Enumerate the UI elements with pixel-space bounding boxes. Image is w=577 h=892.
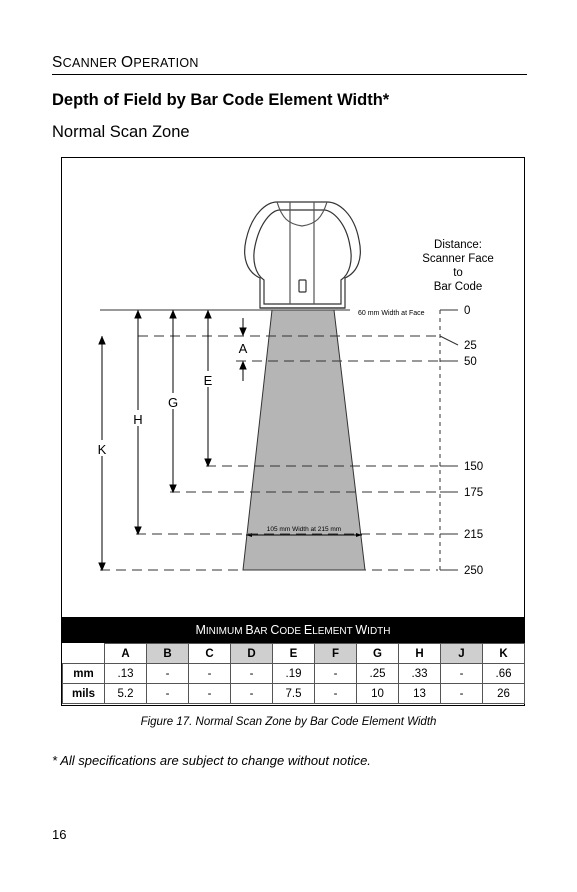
table-cell: - [231,664,273,684]
column-header: D [231,644,273,664]
scan-zone-diagram [62,158,524,616]
column-header: G [357,644,399,664]
distance-tick: 215 [464,529,484,541]
row-label: mils [63,684,105,704]
table-cell: 7.5 [273,684,315,704]
page-number: 16 [52,827,67,842]
column-header: H [399,644,441,664]
table-cell: - [147,684,189,704]
column-header: E [273,644,315,664]
column-header: C [189,644,231,664]
column-header: B [147,644,189,664]
distance-label-line: to [453,267,463,279]
figure-17 [61,157,525,706]
table-cell: .19 [273,664,315,684]
table-cell: - [189,664,231,684]
section-title: SCANNER OPERATION [52,54,527,75]
table-cell: - [231,684,273,704]
range-label-h: H [133,412,143,427]
column-header: A [105,644,147,664]
column-header: K [483,644,525,664]
element-width-table [62,643,525,704]
column-header: J [441,644,483,664]
distance-label-line: Scanner Face [422,253,494,265]
table-cell: .13 [105,664,147,684]
table-row [63,664,525,684]
distance-label-line: Distance: [434,239,482,251]
distance-tick: 250 [464,565,484,577]
table-cell: - [441,664,483,684]
column-header: F [315,644,357,664]
table-cell: 5.2 [105,684,147,704]
footnote: * All specifications are subject to change without notice. [52,753,371,768]
table-cell: 13 [399,684,441,704]
table-cell: 26 [483,684,525,704]
range-label-a: A [238,341,248,356]
distance-tick: 50 [464,356,477,368]
table-cell: .66 [483,664,525,684]
table-cell: 10 [357,684,399,704]
table-corner [63,644,105,664]
distance-tick: 175 [464,487,484,499]
distance-tick: 150 [464,461,484,473]
figure-caption: Figure 17. Normal Scan Zone by Bar Code Element Width [140,716,437,728]
range-label-g: G [167,395,179,410]
scanner-head-icon [245,202,361,308]
page-subheading: Normal Scan Zone [52,123,190,141]
distance-label-line: Bar Code [433,281,483,293]
row-label: mm [63,664,105,684]
table-cell: - [441,684,483,704]
face-width-note: 60 mm Width at Face [358,310,425,317]
table-cell: - [147,664,189,684]
table-cell: .25 [357,664,399,684]
distance-tick: 25 [464,340,477,352]
far-width-note: 105 mm Width at 215 mm [266,526,342,533]
range-arrows [99,310,246,570]
table-cell: - [315,664,357,684]
table-cell: .33 [399,664,441,684]
table-header-row [63,644,525,664]
page-heading: Depth of Field by Bar Code Element Width* [52,91,390,109]
table-cell: - [189,684,231,704]
table-title: MINIMUM BAR CODE ELEMENT WIDTH [62,617,524,643]
distance-tick: 0 [464,305,471,317]
table-row [63,684,525,704]
table-cell: - [315,684,357,704]
range-label-e: E [203,373,213,388]
range-label-k: K [97,442,107,457]
